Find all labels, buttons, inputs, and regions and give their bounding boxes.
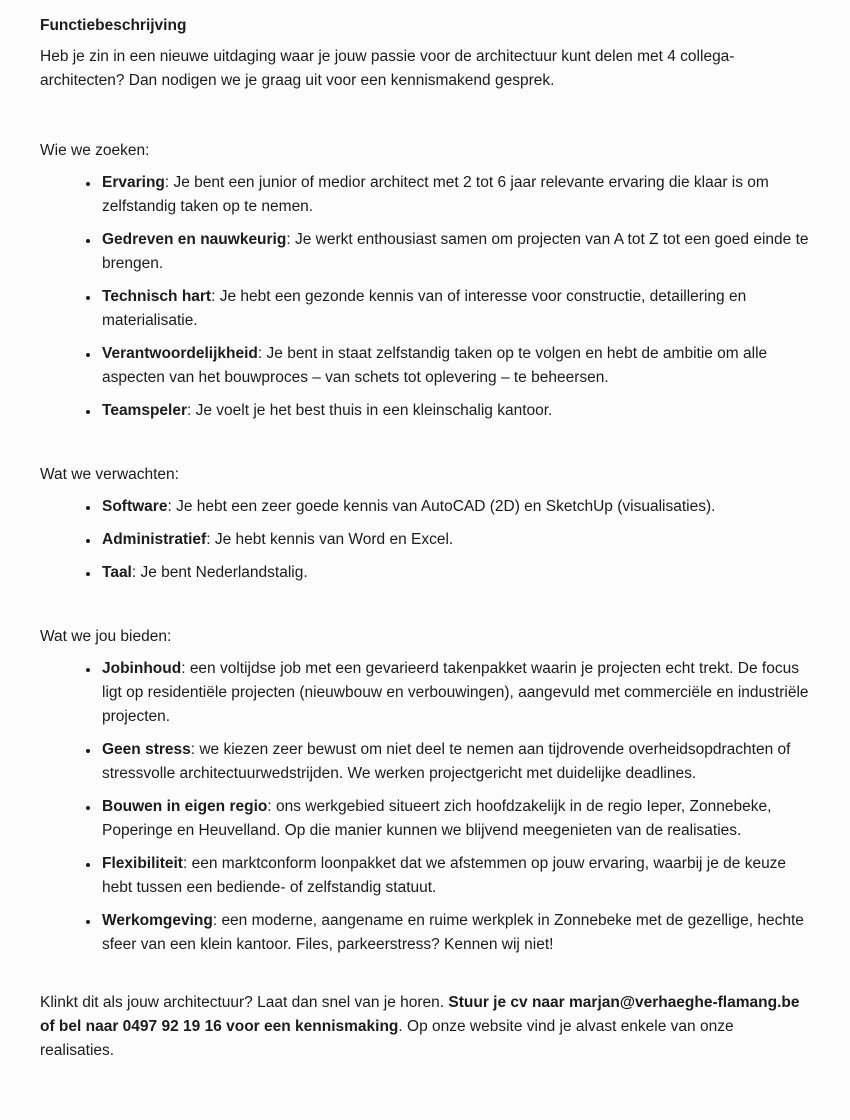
list-item xyxy=(100,171,810,219)
page-title: Functiebeschrijving xyxy=(40,17,187,34)
section-heading: Wat we jou bieden: xyxy=(40,628,172,645)
item-term: Teamspeler xyxy=(102,402,188,419)
list-item xyxy=(100,738,810,786)
list-item xyxy=(100,528,810,552)
closing-contact-bold: Stuur je cv naar marjan@verhaeghe-flamang.be of bel naar 0497 92 19 16 voor een kennismaking xyxy=(40,994,800,1035)
item-text: : Je bent in staat zelfstandig taken op te volgen en hebt de ambitie om alle aspecten van het bouwproces – van schets tot oplevering – te beheersen. xyxy=(102,345,768,386)
list-item xyxy=(100,561,810,585)
list-item xyxy=(100,795,810,843)
item-term: Geen stress xyxy=(102,741,191,758)
section-heading: Wat we verwachten: xyxy=(40,466,179,483)
closing-paragraph xyxy=(40,991,810,1063)
bullet-list xyxy=(40,171,810,423)
list-item xyxy=(100,495,810,519)
item-term: Bouwen in eigen regio xyxy=(102,798,268,815)
item-term: Jobinhoud xyxy=(102,660,182,677)
item-text: : Je hebt een gezonde kennis van of interesse voor constructie, detaillering en materialisatie. xyxy=(102,288,747,329)
item-text: : Je bent een junior of medior architect met 2 tot 6 jaar relevante ervaring die klaar is om zelfstandig taken op te nemen. xyxy=(102,174,769,215)
list-item xyxy=(100,285,810,333)
list-item xyxy=(100,399,810,423)
item-text: : Je hebt kennis van Word en Excel. xyxy=(206,531,454,548)
section-wie-we-zoeken xyxy=(40,139,810,423)
item-text: : Je voelt je het best thuis in een kleinschalig kantoor. xyxy=(187,402,553,419)
intro-paragraph: Heb je zin in een nieuwe uitdaging waar je jouw passie voor de architectuur kunt delen met 4 collega-architecten? Dan nodigen we je graag uit voor een kennismakend gesprek. xyxy=(40,48,735,89)
closing-text-start: Klinkt dit als jouw architectuur? Laat dan snel van je horen. xyxy=(40,994,449,1011)
item-text: : Je werkt enthousiast samen om projecten van A tot Z tot een goed einde te brengen. xyxy=(102,231,809,272)
item-text: : we kiezen zeer bewust om niet deel te nemen aan tijdrovende overheidsopdrachten of stressvolle architectuurwedstrijden. We werken projectgericht met duidelijke deadlines. xyxy=(102,741,791,782)
item-text: : een marktconform loonpakket dat we afstemmen op jouw ervaring, waarbij je de keuze hebt tussen een bediende- of zelfstandig statuut. xyxy=(102,855,787,896)
item-term: Technisch hart xyxy=(102,288,212,305)
item-text: : Je hebt een zeer goede kennis van AutoCAD (2D) en SketchUp (visualisaties). xyxy=(167,498,716,515)
closing-text-end: . Op onze website vind je alvast enkele van onze realisaties. xyxy=(40,1018,734,1059)
item-term: Ervaring xyxy=(102,174,165,191)
item-term: Software xyxy=(102,498,168,515)
item-text: : Je bent Nederlandstalig. xyxy=(131,564,308,581)
section-wat-we-jou-bieden xyxy=(40,625,810,957)
item-text: : een moderne, aangename en ruime werkplek in Zonnebeke met de gezellige, hechte sfeer van een klein kantoor. Files, parkeerstress? Kennen wij niet! xyxy=(102,912,804,953)
item-text: : een voltijdse job met een gevarieerd takenpakket waarin je projecten echt trekt. De focus ligt op residentiële projecten (nieuwbouw en verbouwingen), aangevuld met commerciële en industriële projecten. xyxy=(102,660,809,725)
item-term: Flexibiliteit xyxy=(102,855,183,872)
bullet-list xyxy=(40,657,810,957)
item-text: : ons werkgebied situeert zich hoofdzakelijk in de regio Ieper, Zonnebeke, Poperinge en Heuvelland. Op die manier kunnen we blijvend meegenieten van de realisaties. xyxy=(102,798,772,839)
item-term: Werkomgeving xyxy=(102,912,213,929)
section-wat-we-verwachten xyxy=(40,463,810,585)
list-item xyxy=(100,909,810,957)
list-item xyxy=(100,852,810,900)
bullet-list xyxy=(40,495,810,585)
item-term: Taal xyxy=(102,564,132,581)
item-term: Gedreven en nauwkeurig xyxy=(102,231,287,248)
list-item xyxy=(100,657,810,729)
item-term: Administratief xyxy=(102,531,207,548)
list-item xyxy=(100,228,810,276)
list-item xyxy=(100,342,810,390)
section-heading: Wie we zoeken: xyxy=(40,142,150,159)
item-term: Verantwoordelijkheid xyxy=(102,345,258,362)
